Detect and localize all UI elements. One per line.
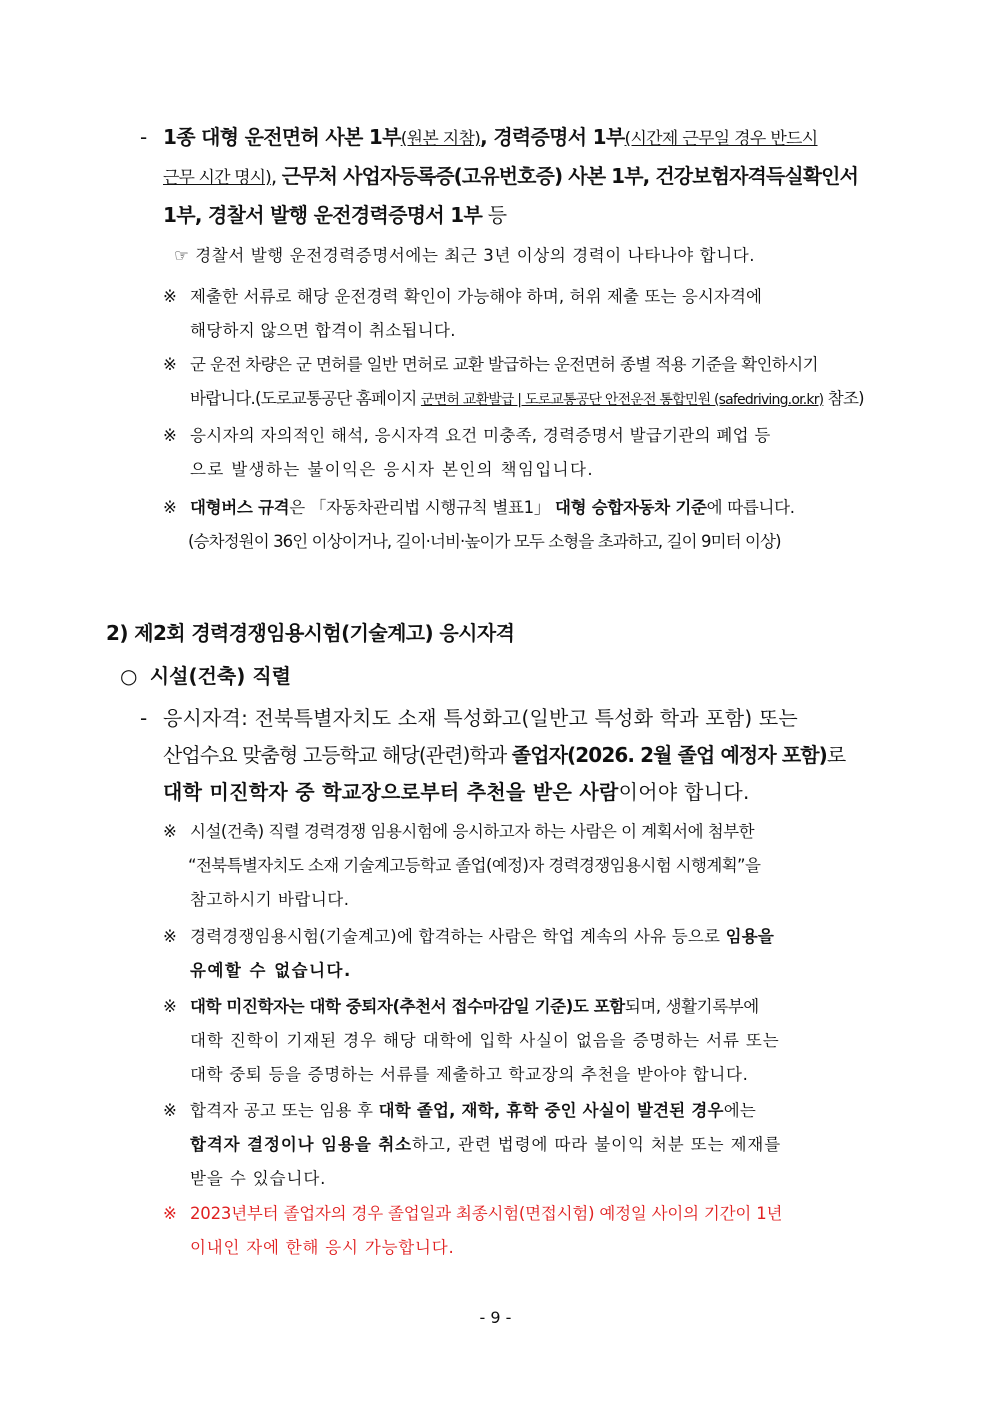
reference-mark: ※ <box>163 822 177 841</box>
documents-line-3: 1부, 경찰서 발행 운전경력증명서 1부 등 <box>163 203 507 227</box>
dash-marker: - <box>140 706 148 730</box>
circle-bullet: ○ <box>120 664 138 688</box>
document-page: - 1종 대형 운전면허 사본 1부(원본 지참), 경력증명서 1부(시간제 근무일 경우 반드시 근무 시간 명시), 근무처 사업자등록증(고유번호증) 사본 1부, 건강보험자격득실확인서 1부, 경찰서 발행 운전경력증명서 1부 등 ☞ 경찰서 발행 운전경력증명서에는 최근 3년 이상의 경력이 나타나야 합니다. ※ 제출한 서류로 해당 운전경력 확인이 가능해야 하며, 허위 제출 또는 응시자격에 해당하지 않으면 합격이 취소됩니다. ※ 군 운전 차량은 군 면허를 일반 면허로 교환 발급하는 운전면허 종별 적용 기준을 확인하시기 바랍니다.(도로교통공단 홈페이지 군면허 교환발급 | 도로교통공단 안전운전 통합민원 (safedriving.or.kr) 참조) ※ 응시자의 자의적인 해석, 응시자격 요건 미충족, 경력증명서 발급기관의 폐업 등 으로 발생하는 불이익은 응시자 본인의 책임입니다. ※ 대형버스 규격은 「자동차관리법 시행규칙 별표1」 대형 승합자동차 기준에 따릅니다. (승차정원이 36인 이상이거나, 길이·너비·높이가 모두 소형을 초과하고, 길이 9미터 이상) 2) 제2회 경력경쟁임용시험(기술계고) 응시자격 ○ 시설(건축) 직렬 - 응시자격: 전북특별자치도 소재 특성화고(일반고 특성화 학과 포함) 또는 산업수요 맞춤형 고등학교 해당(관련)학과 졸업자(2026. 2월 졸업 예정자 포함)로 대학 미진학자 중 학교장으로부터 추천을 받은 사람이어야 합니다. ※ 시설(건축) 직렬 경력경쟁 임용시험에 응시하고자 하는 사람은 이 계획서에 첨부한 “전북특별자치도 소재 기술계고등학교 졸업(예정)자 경력경쟁임용시험 시행계획”을 참고하시기 바랍니다. ※ 경력경쟁임용시험(기술계고)에 합격하는 사람은 학업 계속의 사유 등으로 임용을 유예할 수 없습니다. ※ 대학 미진학자는 대학 중퇴자(추천서 접수마감일 기준)도 포함되며, 생활기록부에 대학 진학이 기재된 경우 해당 대학에 입학 사실이 없음을 증명하는 서류 또는 대학 중퇴 등을 증명하는 서류를 제출하고 학교장의 추천을 받아야 합니다. ※ 합격자 공고 또는 임용 후 대학 졸업, 재학, 휴학 중인 사실이 발견된 경우에는 합격자 결정이나 임용을 취소하고, 관련 법령에 따라 불이익 처분 또는 제재를 받을 수 있습니다. ※ 2023년부터 졸업자의 경우 졸업일과 최종시험(면접시험) 예정일 사이의 기간이 1년 이내인 자에 한해 응시 가능합니다. - 9 - <box>0 0 991 1401</box>
reference-mark: ※ <box>163 426 177 445</box>
page-number: - 9 - <box>479 1308 512 1327</box>
reference-mark: ※ <box>163 498 177 517</box>
reference-mark: ※ <box>163 927 177 946</box>
subsection-title: ○ 시설(건축) 직렬 <box>120 664 291 688</box>
reference-mark: ※ <box>163 287 177 306</box>
documents-line-2: 근무 시간 명시), 근무처 사업자등록증(고유번호증) 사본 1부, 건강보험자격득실확인서 <box>163 164 859 188</box>
hint-note <box>174 239 755 273</box>
documents-line-1: 1종 대형 운전면허 사본 1부(원본 지참), 경력증명서 1부(시간제 근무일 경우 반드시 <box>163 125 818 149</box>
pointing-hand-icon: ☞ <box>174 246 190 265</box>
reference-mark: ※ <box>163 1204 177 1223</box>
reference-mark: ※ <box>163 355 177 374</box>
reference-mark: ※ <box>163 1101 177 1120</box>
hint-text: 경찰서 발행 운전경력증명서에는 최근 3년 이상의 경력이 나타나야 합니다. <box>195 246 756 265</box>
safedriving-link[interactable]: 군면허 교환발급 | 도로교통공단 안전운전 통합민원 (safedriving.or.kr) <box>420 392 824 408</box>
dash-marker: - <box>140 125 148 149</box>
reference-mark: ※ <box>163 997 177 1016</box>
section-title: 2) 제2회 경력경쟁임용시험(기술계고) 응시자격 <box>106 621 515 645</box>
